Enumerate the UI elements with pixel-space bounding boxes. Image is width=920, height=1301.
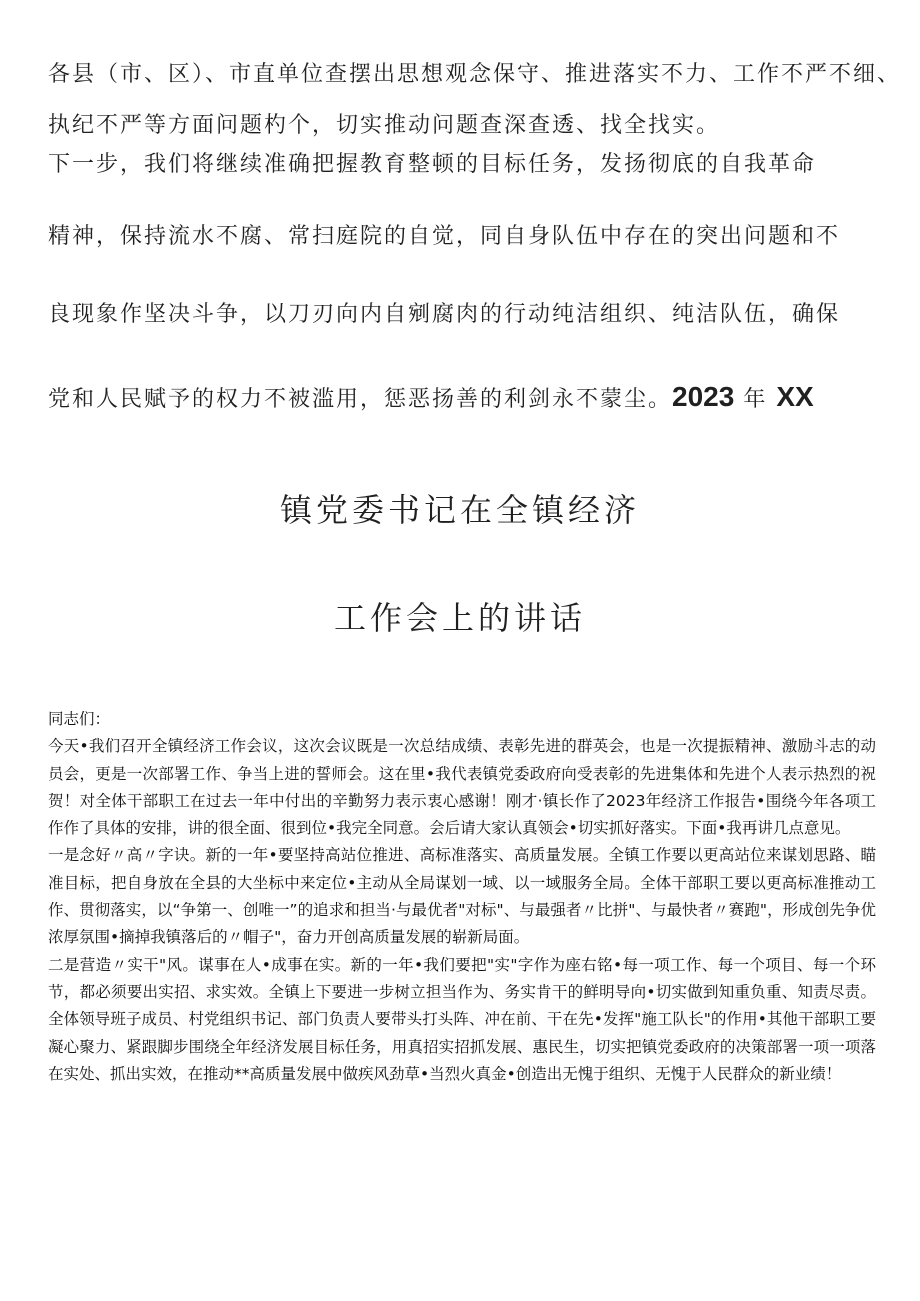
upper-text-line-3: 下一步，我们将继续准确把握教育整顿的目标任务，发扬彻底的自我革命 — [48, 152, 817, 177]
upper-text-line-4: 精神，保持流水不腐、常扫庭院的自觉，同自身队伍中存在的突出问题和不 — [48, 224, 841, 249]
paragraph-point-one: 一是念好〃高〃字诀。新的一年•要坚持高站位推进、高标准落实、高质量发展。全镇工作要以更高站位来谋划思路、瞄准目标，把自身放在全县的大坐标中来定位•主动从全局谋划一域、以一域服务全局。全体干部职工要以更高标准推动工作、贯彻落实，以“争第一、创唯一”的追求和担当·与最优者"对标"、与最强者〃比拼"、与最快者〃赛跑"，形成创先争优浓厚氛围•摘掉我镇落后的〃帽子"，奋力开创高质量发展的崭新局面。 — [48, 846, 876, 947]
salutation: 同志们： — [48, 710, 111, 728]
paragraph-point-two: 二是营造〃实干"风。谋事在人•成事在实。新的一年•我们要把"实"字作为座右铭•每一项工作、每一个项目、每一个环节，都必须要出实招、求实效。全镇上下要进一步树立担当作为、务实肯干的鲜明导向•切实做到知重负重、知责尽责。全体领导班子成员、村党组织书记、部门负责人要带头打头阵、冲在前、干在先•发挥"施工队长"的作用•其他干部职工要凝心聚力、紧跟脚步围绕全年经济发展目标任务，用真招实招抓发展、惠民生，切实把镇党委政府的决策部署一项一项落在实处、抓出实效，在推动**高质量发展中做疾风劲草•当烈火真金•创造出无愧于组织、无愧于人民群众的新业绩！ — [48, 955, 876, 1083]
upper-text-line-1: 各县（市、区）、市直单位查摆出思想观念保守、推进落实不力、工作不严不细、 — [48, 62, 902, 87]
year-number: 2023 — [672, 381, 735, 412]
speech-title-line-2: 工作会上的讲话 — [333, 599, 586, 637]
speech-body — [48, 706, 876, 1088]
upper-text-line-6 — [48, 382, 908, 415]
placeholder-xx: XX — [776, 381, 814, 412]
paragraph-opening: 今天•我们召开全镇经济工作会议，这次会议既是一次总结成绩、表彰先进的群英会，也是一次提振精神、激励斗志的动员会，更是一次部署工作、争当上进的誓师会。这在里•我代表镇党委政府向受表彰的先进集体和先进个人表示热烈的祝贺！对全体干部职工在过去一年中付出的辛勤努力表示衷心感谢！刚才·镇长作了2023年经济工作报告•围绕今年各项工作作了具体的安排，讲的很全面、很到位•我完全同意。会后请大家认真领会•切实抓好落实。下面•我再讲几点意见。 — [48, 737, 876, 838]
upper-text-line-6-main: 党和人民赋予的权力不被滥用，惩恶扬善的利剑永不蒙尘。 — [48, 387, 673, 412]
upper-text-line-2: 执纪不严等方面问题杓个，切实推动问题查深查透、找全找实。 — [48, 113, 721, 138]
speech-title-line-1: 镇党委书记在全镇经济 — [279, 491, 640, 529]
year-suffix — [734, 387, 776, 412]
year-char: 年 — [743, 387, 768, 412]
upper-text-line-5: 良现象作坚决斗争，以刀刃向内自剜腐肉的行动纯洁组织、纯洁队伍，确保 — [48, 302, 841, 327]
